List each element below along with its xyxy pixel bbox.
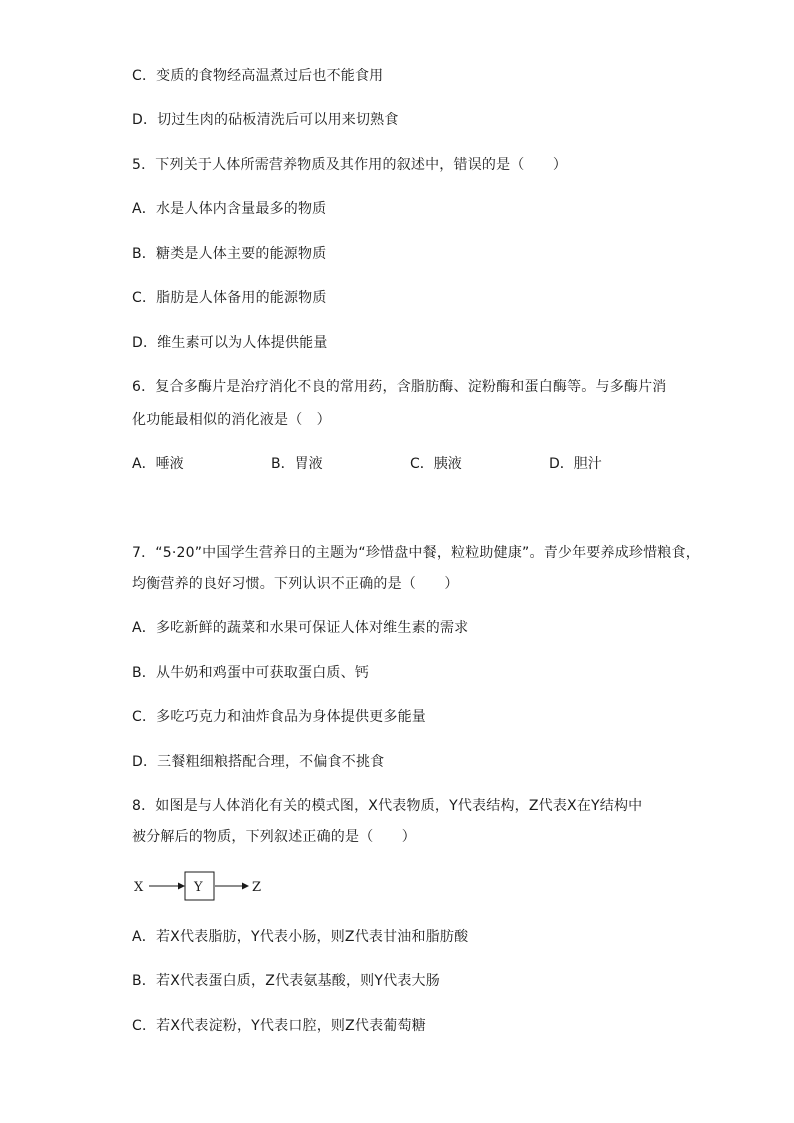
arrowhead-y-to-z: [242, 883, 249, 890]
q4-option-c: C．变质的食物经高温煮过后也不能食用: [132, 68, 384, 84]
arrowhead-x-to-y: [178, 883, 185, 890]
q5-option-c: C．脂肪是人体备用的能源物质: [132, 290, 327, 306]
q6-option-b: B．胃液: [271, 456, 323, 472]
q6-stem-line1: 6．复合多酶片是治疗消化不良的常用药，含脂肪酶、淀粉酶和蛋白酶等。与多酶片消: [132, 379, 667, 395]
q7-option-d: D．三餐粗细粮搭配合理，不偏食不挑食: [132, 754, 385, 770]
q5-option-d: D．维生素可以为人体提供能量: [132, 335, 328, 351]
q7-stem-line1: 7．“5·20”中国学生营养日的主题为“珍惜盘中餐，粒粒助健康”。青少年要养成珍惜粮食，: [132, 545, 700, 561]
q4-option-d: D．切过生肉的砧板清洗后可以用来切熟食: [132, 112, 399, 128]
digestion-flow-diagram: [134, 870, 284, 902]
q8-stem-line2: 被分解后的物质，下列叙述正确的是（ ）: [132, 829, 416, 845]
q5-option-a: A．水是人体内含量最多的物质: [132, 201, 327, 217]
q6-option-a: A．唾液: [132, 456, 184, 472]
q8-option-c: C．若X代表淀粉，Y代表口腔，则Z代表葡萄糖: [132, 1018, 426, 1034]
q7-option-b: B．从牛奶和鸡蛋中可获取蛋白质、钙: [132, 665, 370, 681]
diagram-z-label: Z: [252, 880, 262, 895]
q5-option-b: B．糖类是人体主要的能源物质: [132, 246, 327, 262]
q5-stem: 5．下列关于人体所需营养物质及其作用的叙述中，错误的是（ ）: [132, 157, 568, 173]
q7-option-a: A．多吃新鲜的蔬菜和水果可保证人体对维生素的需求: [132, 620, 469, 636]
q7-stem-line2: 均衡营养的良好习惯。下列认识不正确的是（ ）: [132, 576, 459, 592]
q6-option-d: D．胆汁: [549, 456, 602, 472]
q7-option-c: C．多吃巧克力和油炸食品为身体提供更多能量: [132, 709, 426, 725]
q6-option-c: C．胰液: [410, 456, 462, 472]
q8-option-a: A．若X代表脂肪，Y代表小肠，则Z代表甘油和脂肪酸: [132, 929, 469, 945]
q8-stem-line1: 8．如图是与人体消化有关的模式图，X代表物质，Y代表结构，Z代表X在Y结构中: [132, 798, 643, 814]
diagram-y-label: Y: [194, 880, 203, 895]
q6-stem-line2: 化功能最相似的消化液是（ ）: [132, 412, 331, 428]
q8-option-b: B．若X代表蛋白质，Z代表氨基酸，则Y代表大肠: [132, 973, 440, 989]
diagram-x-label: X: [134, 880, 144, 895]
